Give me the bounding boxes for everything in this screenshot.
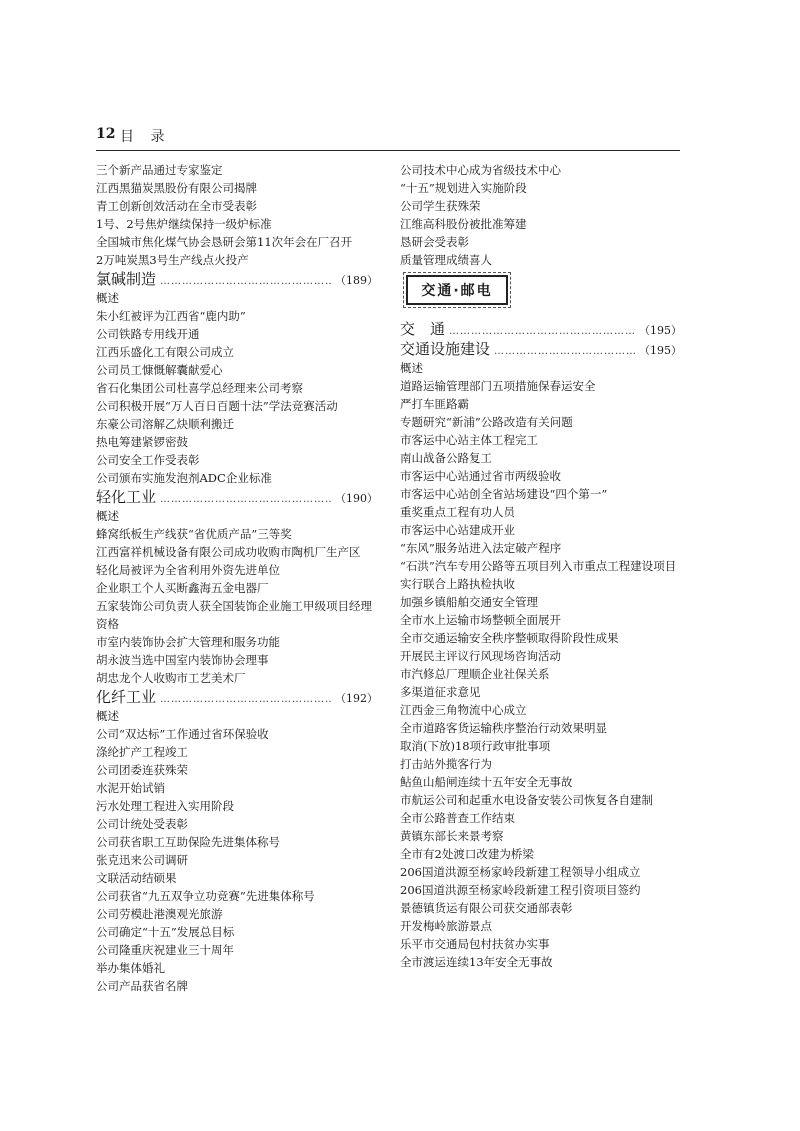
toc-entry: 公司铁路专用线开通 [96, 327, 200, 341]
toc-entry: “东风”服务站进入法定破产程序 [400, 541, 562, 555]
toc-entry: 全市交通运输安全秩序整顿取得阶段性成果 [400, 631, 619, 645]
toc-entry: 概述 [96, 291, 119, 305]
toc-entry: 专题研究“新浦”公路改造有关问题 [400, 415, 573, 429]
toc-entry: 全市水上运输市场整顿全面展开 [400, 613, 561, 627]
toc-entry: 全市道路客货运输秩序整治行动效果明显 [400, 721, 607, 735]
toc-entry: 道路运输管理部门五项措施保春运安全 [400, 379, 596, 393]
toc-entry: 江西乐盛化工有限公司成立 [96, 345, 234, 359]
toc-entry: 三个新产品通过专家鉴定 [96, 163, 223, 177]
toc-entry: 朱小红被评为江西省“鹿内助” [96, 309, 246, 323]
toc-entry: 热电筹建紧锣密鼓 [96, 435, 188, 449]
section-page-number: （189） [335, 274, 378, 287]
toc-entry: 公司员工慷慨解囊献爱心 [96, 363, 223, 377]
toc-entry: 全国城市焦化煤气协会恳研会第11次年会在厂召开 [96, 235, 353, 249]
toc-entry: 公司劳模赴港澳观光旅游 [96, 907, 223, 921]
toc-entry: 文联活动结硕果 [96, 871, 177, 885]
toc-entry: 概述 [96, 509, 119, 523]
section-page-number: （195） [639, 344, 682, 357]
toc-entry: 公司颁布实施发泡剂ADC企业标准 [96, 471, 272, 485]
section-title: 化纤工业 [96, 688, 157, 706]
toc-entry: 多渠道征求意见 [400, 685, 481, 699]
toc-entry: 公司积极开展“万人百日百题十法”学法竞赛活动 [96, 399, 338, 413]
toc-section-heading [96, 687, 378, 707]
toc-entry: 实行联合上路执检执收 [400, 577, 515, 591]
toc-entry: 公司安全工作受表彰 [96, 453, 200, 467]
toc-entry: 黄镇东部长来景考察 [400, 829, 504, 843]
toc-entry: 鲇鱼山船闸连续十五年安全无事故 [400, 775, 573, 789]
toc-entry: 市室内装饰协会扩大管理和服务功能 [96, 635, 280, 649]
toc-entry: 轻化局被评为全省利用外资先进单位 [96, 563, 280, 577]
toc-entry: 南山战备公路复工 [400, 451, 492, 465]
toc-entry: 涤纶扩产工程竣工 [96, 745, 188, 759]
toc-entry: 公司获省职工互助保险先进集体称号 [96, 835, 280, 849]
toc-entry: 重奖重点工程有功人员 [400, 505, 515, 519]
toc-entry: 质量管理成绩喜人 [400, 253, 492, 267]
toc-entry: 加强乡镇船舶交通安全管理 [400, 595, 538, 609]
toc-entry: 开展民主评议行风现场咨询活动 [400, 649, 561, 663]
header-rule [96, 150, 680, 151]
toc-entry: 乐平市交通局包村扶贫办实事 [400, 937, 550, 951]
category-box [406, 275, 508, 305]
toc-right-column [400, 161, 682, 971]
toc-entry: 公司学生获殊荣 [400, 199, 481, 213]
toc-entry: 江维高科股份被批准筹建 [400, 217, 527, 231]
section-title: 交通设施建设 [400, 340, 491, 358]
toc-entry: 省石化集团公司杜喜学总经理来公司考察 [96, 381, 303, 395]
toc-section-heading [400, 319, 682, 339]
toc-entry: 206国道洪源至杨家岭段新建工程引资项目签约 [400, 883, 641, 897]
toc-entry: 2万吨炭黑3号生产线点火投产 [96, 253, 249, 267]
toc-entry: 污水处理工程进入实用阶段 [96, 799, 234, 813]
leader-dots [494, 342, 635, 362]
leader-dots [160, 272, 331, 292]
toc-entry: 市航运公司和起重水电设备安装公司恢复各自建制 [400, 793, 653, 807]
section-title: 轻化工业 [96, 488, 157, 506]
leader-dots [160, 690, 331, 710]
toc-entry: 胡忠龙个人收购市工艺美术厂 [96, 671, 246, 685]
toc-entry: 严打车匪路霸 [400, 397, 469, 411]
toc-left-column [96, 161, 378, 995]
toc-entry: 公司产品获省名牌 [96, 979, 188, 993]
section-page-number: （195） [639, 324, 682, 337]
toc-entry: 取消(下放)18项行政审批事项 [400, 739, 551, 753]
toc-section-heading [96, 487, 378, 507]
toc-entry: 市汽修总厂理顺企业社保关系 [400, 667, 550, 681]
page-number: 12 [96, 126, 116, 142]
toc-entry: 水泥开始试销 [96, 781, 165, 795]
toc-entry: 青工创新创效活动在全市受表彰 [96, 199, 257, 213]
toc-entry: 五家装饰公司负责人获全国装饰企业施工甲级项目经理资格 [96, 599, 372, 631]
toc-entry: 恳研会受表彰 [400, 235, 469, 249]
toc-entry: 全市有2处渡口改建为桥梁 [400, 847, 534, 861]
toc-entry: 张克迅来公司调研 [96, 853, 188, 867]
toc-section-heading [96, 269, 378, 289]
toc-entry: 企业职工个人买断鑫海五金电器厂 [96, 581, 269, 595]
section-page-number: （190） [335, 492, 378, 505]
toc-entry: “十五”规划进入实施阶段 [400, 181, 527, 195]
toc-entry: 公司隆重庆祝建业三十周年 [96, 943, 234, 957]
leader-dots [160, 490, 331, 510]
toc-entry: 打击站外揽客行为 [400, 757, 492, 771]
toc-section-heading [400, 339, 682, 359]
toc-entry: 1号、2号焦炉继续保持一级炉标准 [96, 217, 272, 231]
toc-entry: 全市公路普查工作结束 [400, 811, 515, 825]
toc-entry: 市客运中心站主体工程完工 [400, 433, 538, 447]
toc-entry: 全市渡运连续13年安全无事故 [400, 955, 553, 969]
toc-entry: 公司获省“九五双争立功竞赛”先进集体称号 [96, 889, 315, 903]
toc-entry: 胡永波当选中国室内装饰协会理事 [96, 653, 269, 667]
section-title: 氯碱制造 [96, 270, 157, 288]
toc-entry: 公司技术中心成为省级技术中心 [400, 163, 561, 177]
page-title: 目 录 [120, 129, 171, 145]
toc-entry: 景德镇货运有限公司获交通部表彰 [400, 901, 573, 915]
toc-entry: 公司“双达标”工作通过省环保验收 [96, 727, 269, 741]
toc-entry: 蜂窝纸板生产线获“省优质产品”三等奖 [96, 527, 292, 541]
toc-entry: 206国道洪源至杨家岭段新建工程领导小组成立 [400, 865, 641, 879]
toc-entry: 市客运中心站建成开业 [400, 523, 515, 537]
toc-entry: 公司确定“十五”发展总目标 [96, 925, 235, 939]
toc-entry: 江西金三角物流中心成立 [400, 703, 527, 717]
toc-entry: 公司团委连获殊荣 [96, 763, 188, 777]
toc-entry: 举办集体婚礼 [96, 961, 165, 975]
toc-entry: 江西富祥机械设备有限公司成功收购市陶机厂生产区 [96, 545, 361, 559]
toc-entry: “石洪”汽车专用公路等五项目列入市重点工程建设项目 [400, 559, 677, 573]
toc-entry: 开发梅岭旅游景点 [400, 919, 492, 933]
category-title: 交通·邮电 [421, 283, 493, 299]
section-title: 交 通 [400, 320, 446, 338]
toc-entry: 概述 [96, 709, 119, 723]
toc-entry: 东豪公司溶解乙炔顺利搬迁 [96, 417, 234, 431]
toc-entry: 概述 [400, 361, 423, 375]
toc-entry: 江西黑猫炭黑股份有限公司揭牌 [96, 181, 257, 195]
page-header [96, 126, 680, 150]
section-page-number: （192） [335, 692, 378, 705]
toc-entry: 市客运中心站通过省市两级验收 [400, 469, 561, 483]
toc-entry: 市客运中心站创全省站场建设“四个第一” [400, 487, 608, 501]
category-banner [406, 275, 682, 309]
toc-entry: 公司计统处受表彰 [96, 817, 188, 831]
